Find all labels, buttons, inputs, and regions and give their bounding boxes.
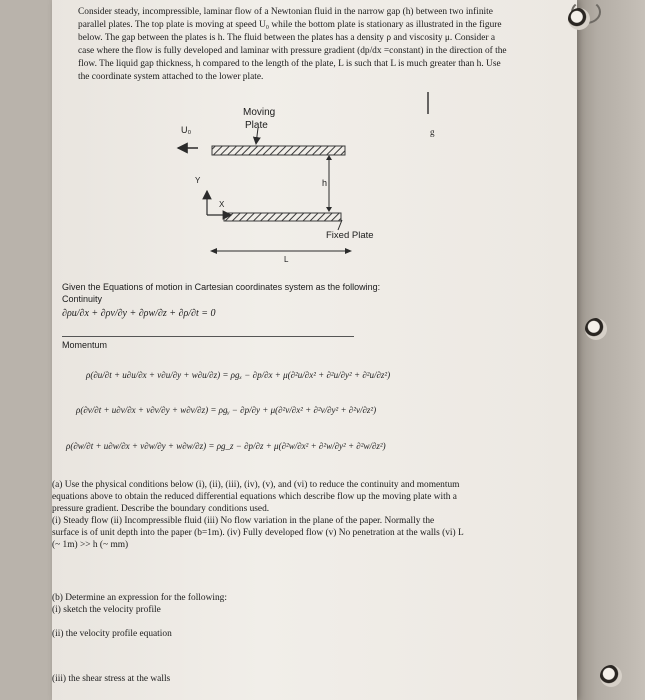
fixed-plate-label: Fixed Plate — [326, 230, 374, 241]
part-a-line: pressure gradient. Describe the boundary conditions used. — [52, 504, 270, 514]
part-a-line: surface is of unit depth into the paper (b=1m). (iv) Fully developed flow (v) No penetration at the walls (vi) L — [52, 528, 464, 538]
intro-line: parallel plates. The top plate is moving at speed U₀ while the bottom plate is stationary as illustrated in the figure — [78, 20, 502, 30]
part-a-line: (a) Use the physical conditions below (i), (ii), (iii), (iv), (v), and (vi) to reduce the continuity and momentum — [52, 480, 460, 490]
gap-label: h — [322, 178, 328, 188]
y-axis-label: Y — [195, 176, 201, 185]
continuity-label: Continuity — [62, 294, 103, 304]
part-a-line: equations above to obtain the reduced differential equations which describe flow up the moving plate with a — [52, 492, 457, 502]
y-momentum-equation: ρ(∂v/∂t + u∂v/∂x + v∂v/∂y + w∂v/∂z) = ρgᵧ − ∂p/∂y + μ(∂²v/∂x² + ∂²v/∂y² + ∂²v/∂z²) — [76, 405, 377, 415]
velocity-label: U₀ — [181, 125, 192, 135]
equations-intro: Given the Equations of motion in Cartesian coordinates system as the following: — [62, 282, 381, 292]
part-b-item-3: (iii) the shear stress at the walls — [52, 674, 171, 684]
length-arrowhead-right — [345, 248, 352, 254]
divider — [62, 336, 354, 337]
intro-line: Consider steady, incompressible, laminar flow of a Newtonian fluid in the narrow gap (h) between two infinite — [78, 7, 493, 17]
momentum-label: Momentum — [62, 340, 108, 350]
intro-line: the coordinate system attached to the lower plate. — [78, 72, 264, 82]
continuity-equation: ∂ρu/∂x + ∂ρv/∂y + ∂ρw/∂z + ∂ρ/∂t = 0 — [62, 308, 216, 319]
plate-label: Plate — [245, 120, 268, 131]
gap-arrowhead-top — [326, 155, 332, 160]
part-b-item-2: (ii) the velocity profile equation — [52, 629, 172, 639]
intro-line: below. The gap between the plates is h. The fluid between the plates has a density ρ and viscosity μ. Consider a — [78, 33, 495, 43]
gravity-label: g — [430, 127, 435, 137]
moving-plate-label: Moving — [243, 107, 276, 118]
x-momentum-equation: ρ(∂u/∂t + u∂u/∂x + v∂u/∂y + w∂u/∂z) = ρgₓ − ∂p/∂x + μ(∂²u/∂x² + ∂²u/∂y² + ∂²u/∂z²) — [86, 370, 391, 380]
length-label: L — [284, 255, 289, 264]
length-arrowhead-left — [210, 248, 217, 254]
x-axis-label: X — [219, 200, 225, 209]
part-a-line: (~ 1m) >> h (~ mm) — [52, 540, 129, 550]
intro-line: case where the flow is fully developed and laminar with pressure gradient (dp/dx =constant) in the direction of the — [78, 46, 507, 56]
part-b-item-1: (i) sketch the velocity profile — [52, 605, 161, 615]
part-b-heading: (b) Determine an expression for the following: — [52, 593, 227, 603]
part-a-line: (i) Steady flow (ii) Incompressible fluid (iii) No flow variation in the plane of the paper. Normally the — [52, 516, 435, 526]
intro-line: flow. The liquid gap thickness, h compared to the length of the plate, L is such that L is much greater than h. Use — [78, 59, 501, 69]
z-momentum-equation: ρ(∂w/∂t + u∂w/∂x + v∂w/∂y + w∂w/∂z) = ρg_z − ∂p/∂z + μ(∂²w/∂x² + ∂²w/∂y² + ∂²w/∂z²) — [66, 441, 386, 451]
moving-plate — [212, 146, 345, 155]
gap-arrowhead-bottom — [326, 207, 332, 212]
fixed-plate — [224, 213, 341, 221]
